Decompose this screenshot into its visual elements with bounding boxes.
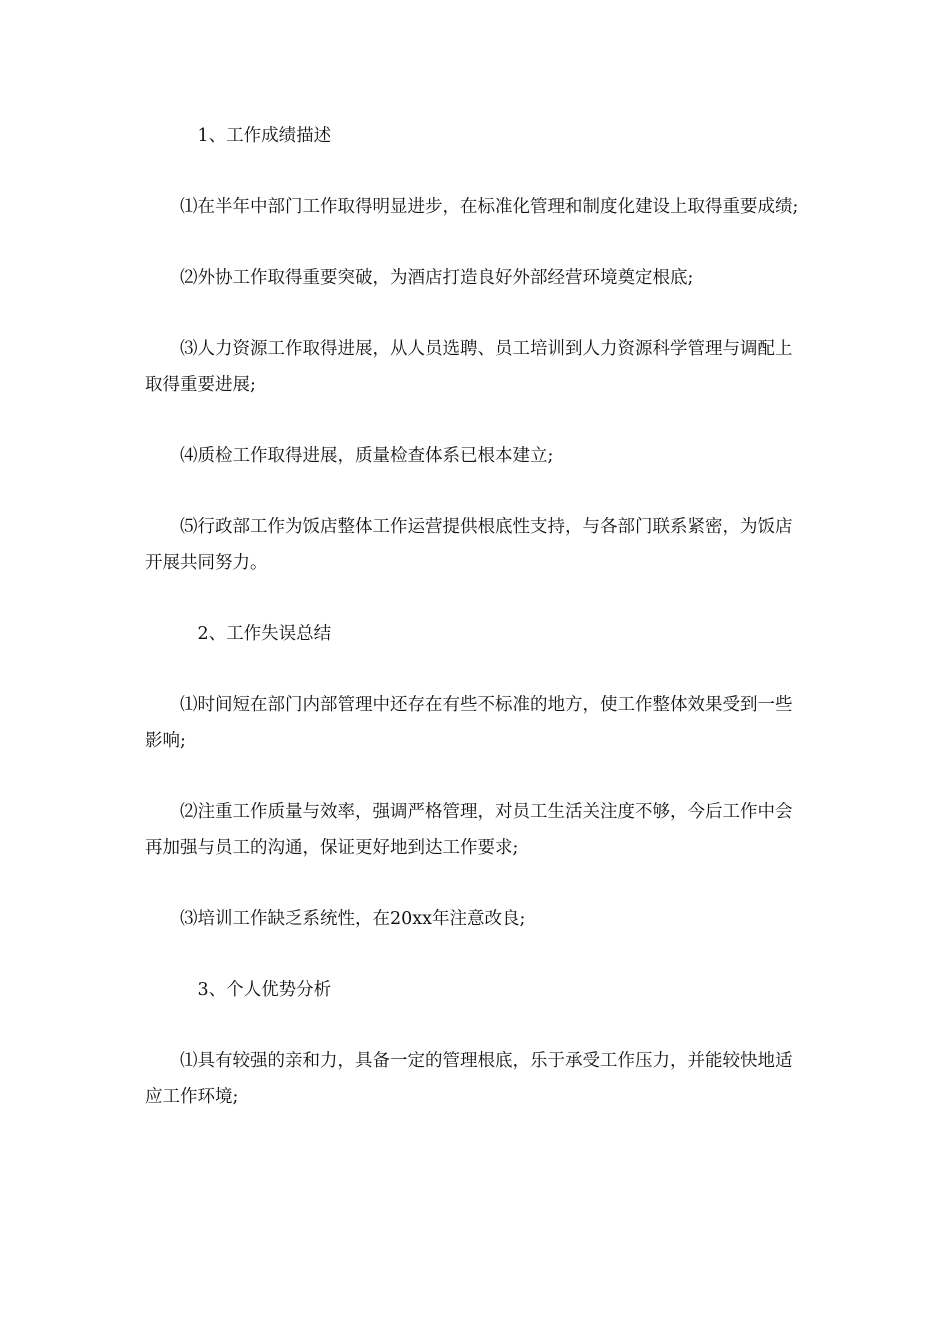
paragraph-achievement-2: ⑵外协工作取得重要突破，为酒店打造良好外部经营环境奠定根底; <box>180 268 694 288</box>
section-heading-achievements: 1、工作成绩描述 <box>197 126 332 146</box>
paragraph-mistake-3: ⑶培训工作缺乏系统性，在20xx年注意改良; <box>180 909 526 929</box>
document-body <box>145 118 805 1150</box>
paragraph-mistake-1: ⑴时间短在部门内部管理中还存在有些不标准的地方，使工作整体效果受到一些影响; <box>145 695 793 751</box>
paragraph-strength-1: ⑴具有较强的亲和力，具备一定的管理根底，乐于承受工作压力，并能较快地适应工作环境; <box>145 1051 793 1107</box>
paragraph-achievement-4: ⑷质检工作取得进展，质量检查体系已根本建立; <box>180 446 554 466</box>
section-heading-mistakes: 2、工作失误总结 <box>197 624 332 644</box>
paragraph-mistake-2: ⑵注重工作质量与效率，强调严格管理，对员工生活关注度不够，今后工作中会再加强与员工的沟通，保证更好地到达工作要求; <box>145 802 793 858</box>
paragraph-achievement-3: ⑶人力资源工作取得进展，从人员选聘、员工培训到人力资源科学管理与调配上取得重要进展; <box>145 339 793 395</box>
paragraph-achievement-1: ⑴在半年中部门工作取得明显进步，在标准化管理和制度化建设上取得重要成绩; <box>180 197 799 217</box>
paragraph-achievement-5: ⑸行政部工作为饭店整体工作运营提供根底性支持，与各部门联系紧密，为饭店开展共同努力。 <box>145 517 793 573</box>
section-heading-strengths: 3、个人优势分析 <box>197 980 332 1000</box>
